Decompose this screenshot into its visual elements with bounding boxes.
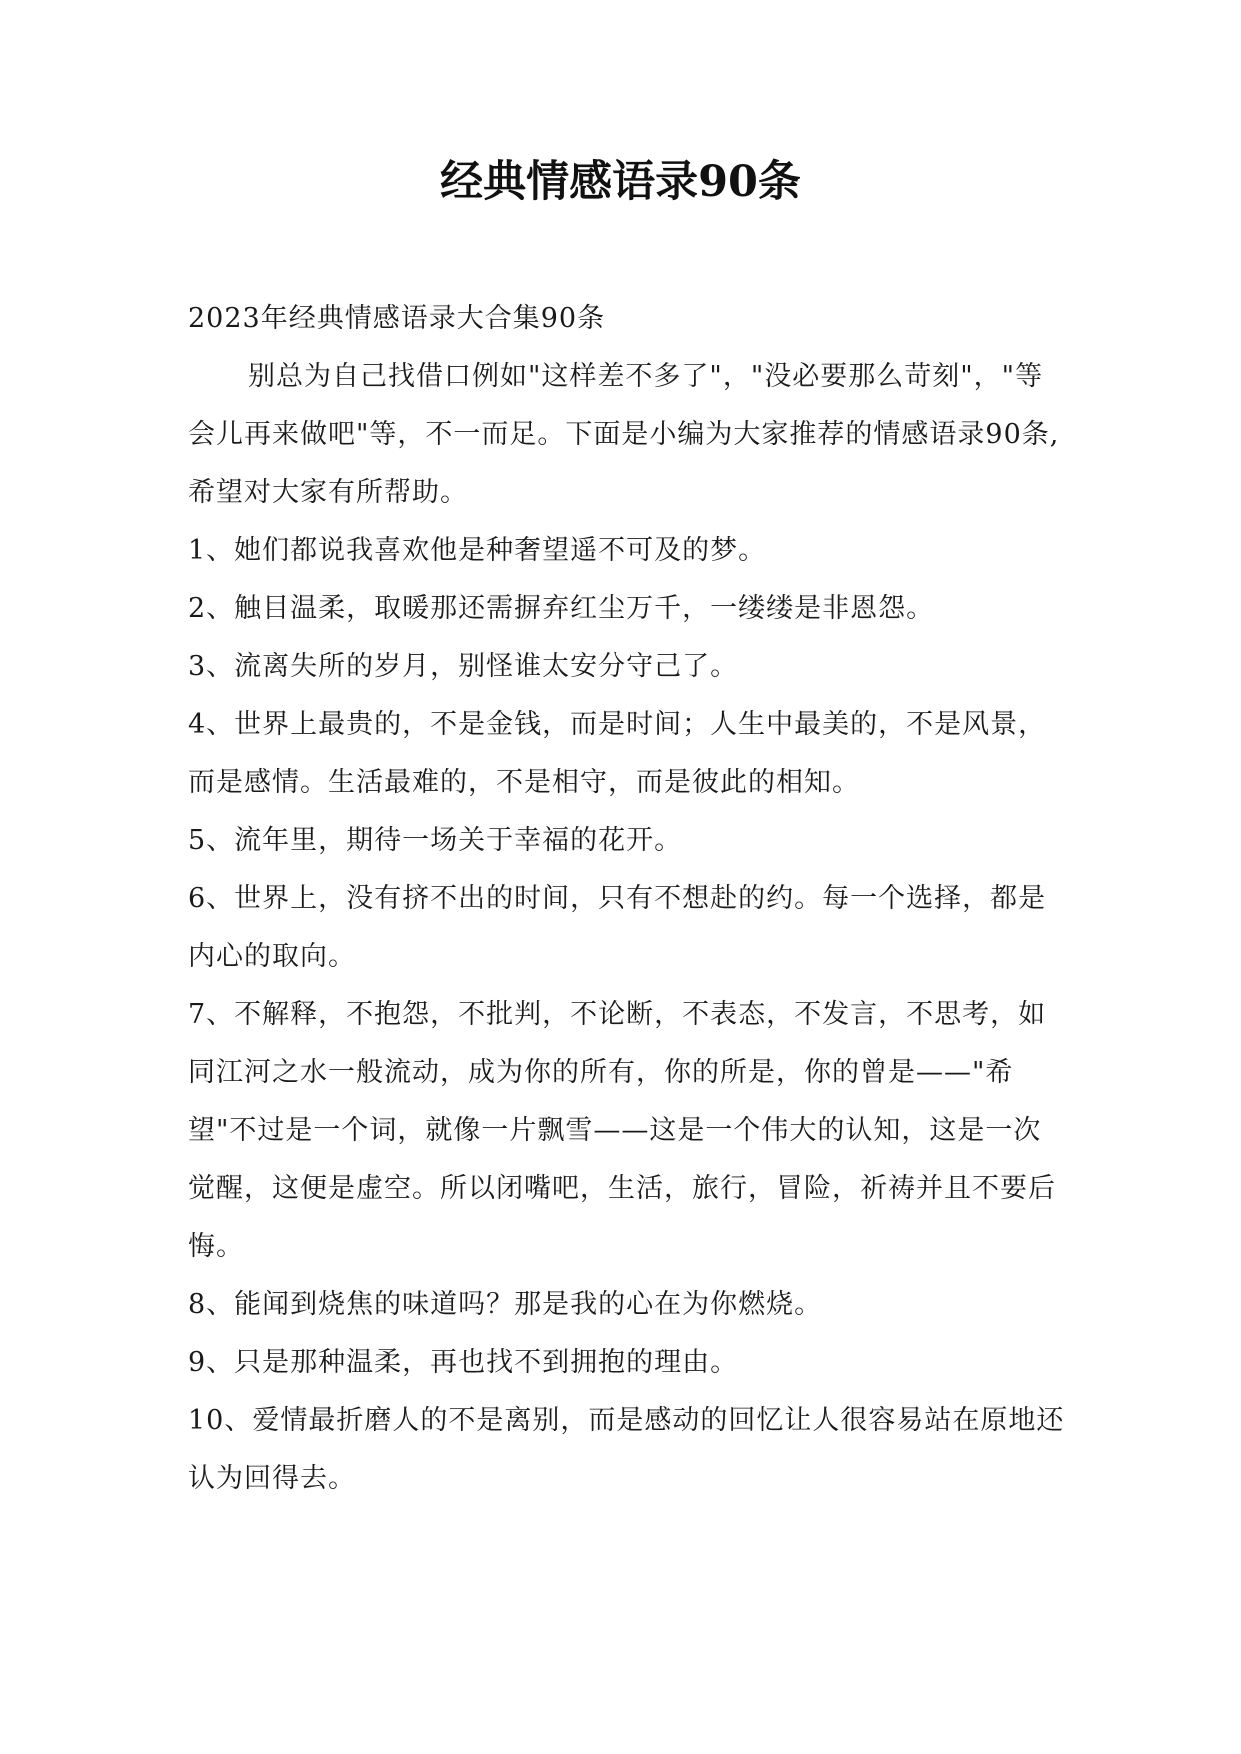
- intro-paragraph: 别总为自己找借口例如"这样差不多了"，"没必要那么苛刻"，"等会儿再来做吧"等，不一而足。下面是小编为大家推荐的情感语录90条,希望对大家有所帮助。: [188, 361, 1060, 508]
- quote-item-2: 2、触目温柔，取暖那还需摒弃红尘万千，一缕缕是非恩怨。: [188, 593, 935, 624]
- document-title: 经典情感语录90条: [440, 157, 801, 207]
- quote-item-6: 6、世界上，没有挤不出的时间，只有不想赴的约。每一个选择，都是内心的取向。: [188, 883, 1047, 972]
- quote-item-1: 1、她们都说我喜欢他是种奢望遥不可及的梦。: [188, 535, 767, 566]
- quote-item-7: 7、不解释，不抱怨，不批判，不论断，不表态，不发言，不思考，如同江河之水一般流动，成为你的所有，你的所是，你的曾是——"希望"不过是一个词，就像一片飘雪——这是一个伟大的认知，这是一次觉醒，这便是虚空。所以闭嘴吧，生活，旅行，冒险，祈祷并且不要后悔。: [188, 999, 1056, 1262]
- document-subtitle: 2023年经典情感语录大合集90条: [188, 303, 606, 334]
- quote-item-10: 10、爱情最折磨人的不是离别，而是感动的回忆让人很容易站在原地还认为回得去。: [188, 1405, 1065, 1494]
- quote-item-4: 4、世界上最贵的，不是金钱，而是时间；人生中最美的，不是风景，而是感情。生活最难的，不是相守，而是彼此的相知。: [188, 709, 1047, 798]
- document-body: [188, 290, 1068, 1508]
- quote-item-5: 5、流年里，期待一场关于幸福的花开。: [188, 825, 683, 856]
- quote-item-8: 8、能闻到烧焦的味道吗？那是我的心在为你燃烧。: [188, 1289, 823, 1320]
- quote-item-3: 3、流离失所的岁月，别怪谁太安分守己了。: [188, 651, 739, 682]
- quote-item-9: 9、只是那种温柔，再也找不到拥抱的理由。: [188, 1347, 739, 1378]
